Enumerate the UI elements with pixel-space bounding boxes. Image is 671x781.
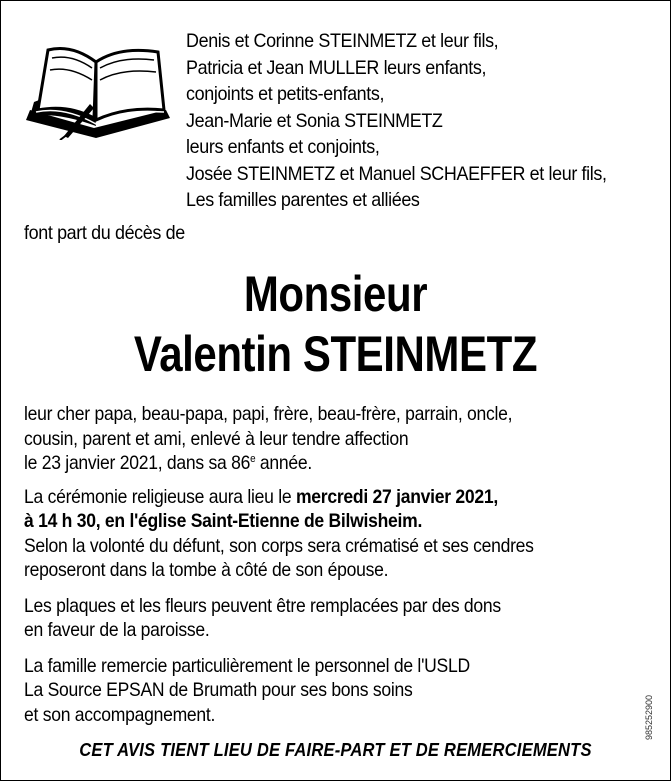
donations-paragraph <box>24 594 654 643</box>
ceremony-paragraph <box>24 485 654 583</box>
family-line: Josée STEINMETZ et Manuel SCHAEFFER et leur fils, <box>186 162 607 185</box>
bio-line: le 23 janvier 2021, dans sa 86e année. <box>24 452 312 474</box>
deceased-title: Monsieur <box>243 266 428 322</box>
family-line: leurs enfants et conjoints, <box>186 136 380 158</box>
family-line: Denis et Corinne STEINMETZ et leur fils, <box>186 30 499 52</box>
bio-line: leur cher papa, beau-papa, papi, frère, beau-frère, parrain, oncle, <box>24 403 513 425</box>
family-line: Les familles parentes et alliées <box>186 189 420 211</box>
family-line: Jean-Marie et Sonia STEINMETZ <box>186 109 443 132</box>
notice-body <box>24 402 654 738</box>
families-list <box>186 28 607 214</box>
reference-number: 985252900 <box>644 694 654 740</box>
ceremony-line <box>24 509 654 534</box>
open-book-icon <box>24 40 174 140</box>
intro-text: font part du décès de <box>24 222 185 244</box>
deceased-name: Valentin STEINMETZ <box>133 326 538 382</box>
ceremony-line: reposeront dans la tombe à côté de son épouse. <box>24 559 389 581</box>
thanks-line: La famille remercie particulièrement le personnel de l'USLD <box>24 654 470 677</box>
ceremony-place: à 14 h 30, en l'église Saint-Etienne de Bilwisheim. <box>24 510 423 532</box>
bio-paragraph <box>24 402 654 476</box>
bio-line: cousin, parent et ami, enlevé à leur tendre affection <box>24 427 409 450</box>
donations-line: en faveur de la paroisse. <box>24 619 210 641</box>
ceremony-line: Selon la volonté du défunt, son corps sera crématisé et ses cendres <box>24 534 534 557</box>
footer-note: CET AVIS TIENT LIEU DE FAIRE-PART ET DE REMERCIEMENTS <box>79 740 592 760</box>
ceremony-date: mercredi 27 janvier 2021, <box>295 485 499 508</box>
thanks-paragraph <box>24 654 654 728</box>
thanks-line: et son accompagnement. <box>24 703 216 726</box>
family-line: Patricia et Jean MULLER leurs enfants, <box>186 56 487 79</box>
family-line: conjoints et petits-enfants, <box>186 83 385 105</box>
thanks-line: La Source EPSAN de Brumath pour ses bons soins <box>24 679 413 701</box>
donations-line: Les plaques et les fleurs peuvent être remplacées par des dons <box>24 594 501 617</box>
ceremony-line: La cérémonie religieuse aura lieu le mercredi 27 janvier 2021, <box>24 485 499 508</box>
